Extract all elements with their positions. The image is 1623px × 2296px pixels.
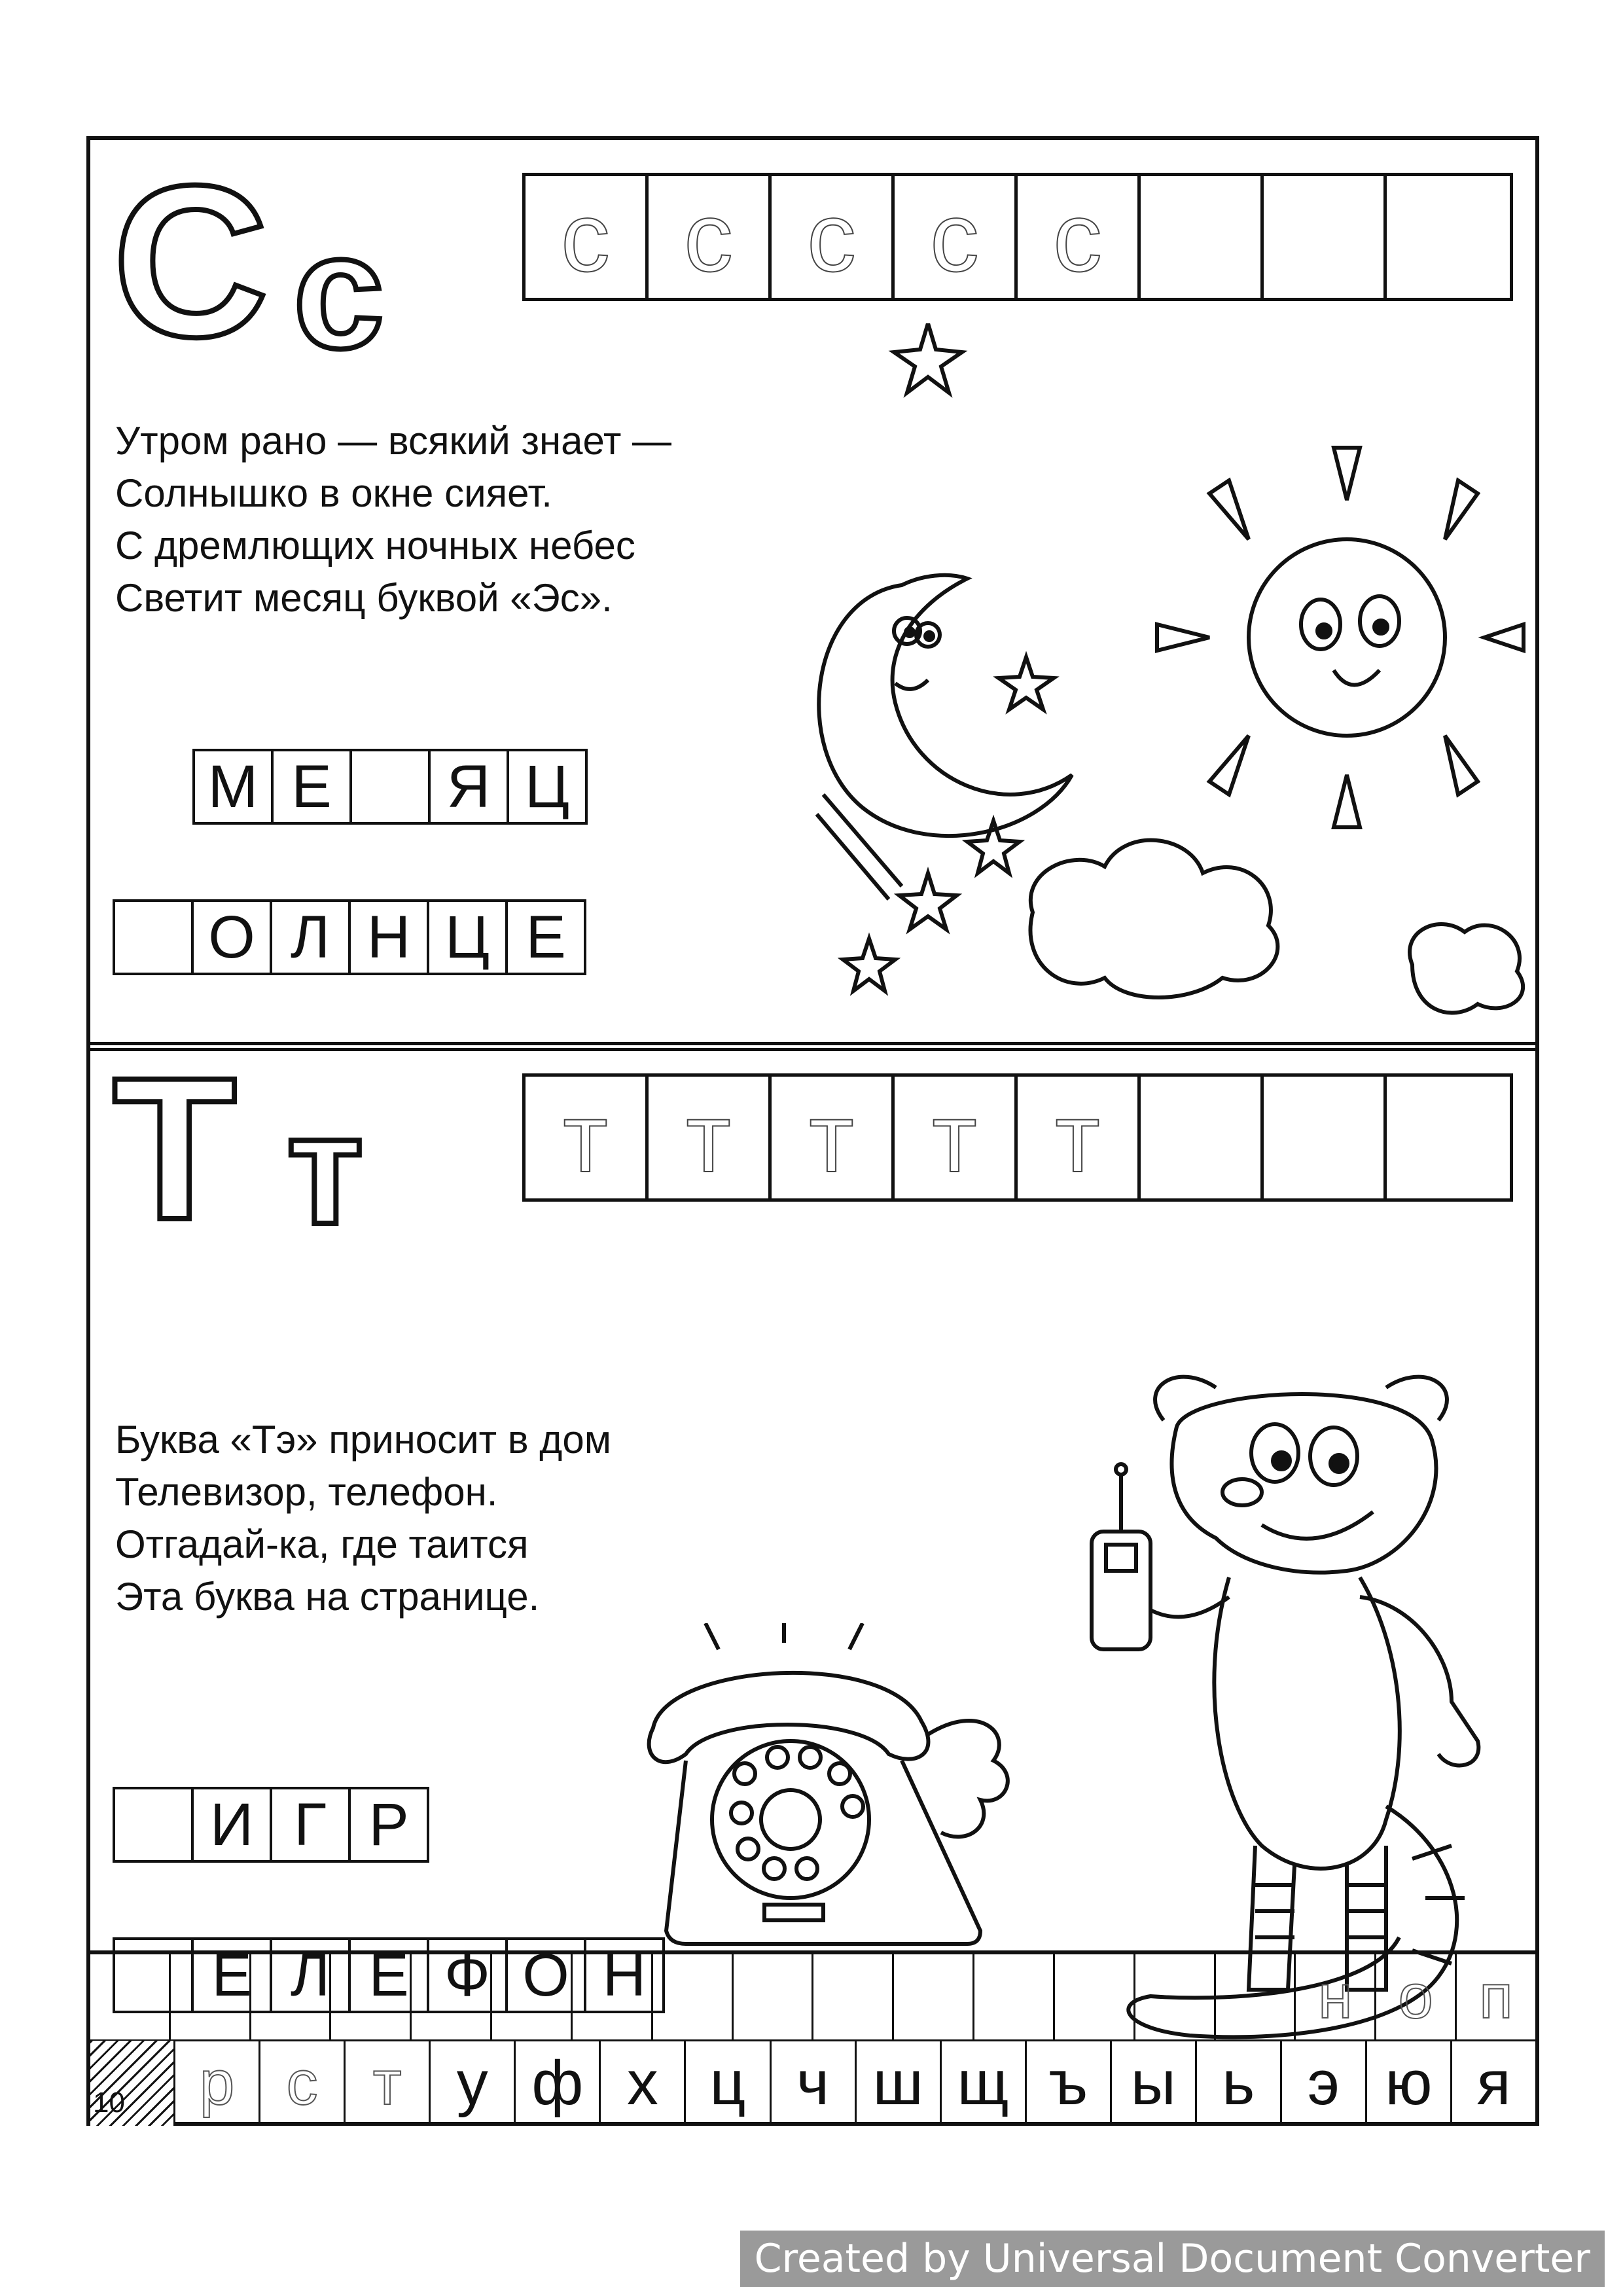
letter-cell: Ц bbox=[507, 749, 588, 825]
letter-cell-blank[interactable] bbox=[349, 749, 431, 825]
poem-t bbox=[115, 1414, 611, 1623]
letter-cell: М bbox=[192, 749, 274, 825]
poem-s bbox=[115, 415, 671, 624]
alphabet-cell: я bbox=[1476, 2048, 1511, 2118]
big-letter-lower-t: т bbox=[287, 1081, 364, 1257]
alphabet-cell: х bbox=[601, 2041, 686, 2126]
alphabet-cell: н bbox=[1296, 1954, 1376, 2039]
trace-cell[interactable] bbox=[1264, 1077, 1387, 1198]
letter-cell: О bbox=[505, 1937, 586, 2013]
page-frame bbox=[86, 136, 1539, 2126]
alphabet-cell bbox=[653, 1954, 734, 2039]
alphabet-row-top bbox=[90, 1954, 1535, 2041]
alphabet-cell bbox=[331, 1954, 412, 2039]
converter-watermark: Created by Universal Document Converter bbox=[740, 2231, 1605, 2287]
letter-cell: Р bbox=[348, 1787, 429, 1863]
word-row-mesyats bbox=[195, 749, 588, 825]
letter-cell-blank[interactable] bbox=[113, 1787, 194, 1863]
alphabet-cell: ш bbox=[857, 2041, 942, 2126]
alphabet-cell: р bbox=[175, 2041, 260, 2126]
big-letter-upper-s: С bbox=[113, 140, 269, 382]
trace-cell[interactable] bbox=[1141, 1077, 1264, 1198]
letter-cell: Ц bbox=[427, 899, 508, 975]
trace-cell[interactable]: т bbox=[526, 1077, 649, 1198]
letter-cell: Е bbox=[505, 899, 586, 975]
letter-cell: Е bbox=[271, 749, 352, 825]
letter-cell: Н bbox=[348, 899, 429, 975]
letter-cell: Ф bbox=[427, 1937, 508, 2013]
alphabet-cell bbox=[412, 1954, 492, 2039]
letter-cell: Н bbox=[584, 1937, 665, 2013]
section-letter-t bbox=[90, 1035, 1535, 2009]
section-letter-s bbox=[90, 140, 1535, 1043]
poem-line: Утром рано — всякий знает — bbox=[115, 419, 672, 463]
trace-cell[interactable]: т bbox=[649, 1077, 772, 1198]
alphabet-cell: ю bbox=[1367, 2041, 1452, 2126]
trace-cell[interactable]: т bbox=[1018, 1077, 1141, 1198]
alphabet-cell bbox=[894, 1954, 974, 2039]
alphabet-cell: ф bbox=[516, 2041, 601, 2126]
letter-cell: И bbox=[191, 1787, 272, 1863]
big-letter-upper-t: Т bbox=[113, 1035, 237, 1262]
page-number: 10 bbox=[93, 2087, 125, 2119]
letter-cell: Г bbox=[270, 1787, 351, 1863]
alphabet-cell bbox=[573, 1954, 653, 2039]
trace-row-t[interactable] bbox=[522, 1073, 1513, 1202]
word-row-tigr bbox=[115, 1787, 429, 1863]
alphabet-strip bbox=[90, 1950, 1535, 2126]
letter-cell: Л bbox=[270, 899, 351, 975]
alphabet-row-bottom bbox=[90, 2041, 1535, 2126]
trace-row-s[interactable] bbox=[522, 173, 1513, 301]
alphabet-cell: щ bbox=[942, 2041, 1027, 2126]
alphabet-cell bbox=[974, 1954, 1055, 2039]
poem-line: С дремлющих ночных небес bbox=[115, 524, 635, 567]
letter-cell: О bbox=[191, 899, 272, 975]
big-letter-lower-s: с bbox=[293, 200, 385, 382]
alphabet-cell bbox=[90, 1954, 171, 2039]
alphabet-cell bbox=[734, 1954, 814, 2039]
alphabet-cell: п bbox=[1479, 1962, 1513, 2032]
alphabet-cell bbox=[1055, 1954, 1135, 2039]
letter-cell: Е bbox=[348, 1937, 429, 2013]
trace-cell[interactable] bbox=[1387, 1077, 1510, 1198]
trace-cell[interactable] bbox=[1387, 176, 1510, 298]
alphabet-cell: ц bbox=[686, 2041, 771, 2126]
alphabet-cell bbox=[813, 1954, 894, 2039]
alphabet-cell: ч bbox=[772, 2041, 857, 2126]
alphabet-cell: о bbox=[1376, 1954, 1457, 2039]
trace-cell[interactable]: с bbox=[895, 176, 1018, 298]
trace-cell[interactable]: с bbox=[649, 176, 772, 298]
trace-cell[interactable] bbox=[1264, 176, 1387, 298]
alphabet-cell bbox=[1135, 1954, 1216, 2039]
poem-line: Буква «Тэ» приносит в дом bbox=[115, 1418, 611, 1462]
alphabet-cell: ы bbox=[1112, 2041, 1197, 2126]
alphabet-cell: э bbox=[1282, 2041, 1367, 2126]
word-row-solntse bbox=[115, 899, 586, 975]
letter-cell: Е bbox=[191, 1937, 272, 2013]
alphabet-cell bbox=[1216, 1954, 1296, 2039]
alphabet-cell: с bbox=[260, 2041, 346, 2126]
poem-line: Отгадай-ка, где таится bbox=[115, 1522, 529, 1566]
alphabet-cell bbox=[492, 1954, 573, 2039]
alphabet-cell bbox=[171, 1954, 251, 2039]
trace-cell[interactable]: с bbox=[526, 176, 649, 298]
alphabet-cell: ь bbox=[1197, 2041, 1282, 2126]
alphabet-cell: т bbox=[346, 2041, 431, 2126]
trace-cell[interactable]: т bbox=[895, 1077, 1018, 1198]
trace-cell[interactable]: с bbox=[1018, 176, 1141, 298]
sun-illustration bbox=[993, 441, 1530, 1030]
letter-cell: Я bbox=[428, 749, 509, 825]
letter-cell: Л bbox=[270, 1937, 351, 2013]
poem-line: Светит месяц буквой «Эс». bbox=[115, 576, 613, 620]
alphabet-cell: у bbox=[431, 2041, 516, 2126]
poem-line: Солнышко в окне сияет. bbox=[115, 471, 552, 515]
poem-line: Телевизор, телефон. bbox=[115, 1470, 498, 1514]
trace-cell[interactable]: с bbox=[772, 176, 895, 298]
trace-cell[interactable]: т bbox=[772, 1077, 895, 1198]
trace-cell[interactable] bbox=[1141, 176, 1264, 298]
letter-cell-blank[interactable] bbox=[113, 899, 194, 975]
alphabet-cell: ъ bbox=[1027, 2041, 1112, 2126]
alphabet-cell bbox=[251, 1954, 332, 2039]
poem-line: Эта буква на странице. bbox=[115, 1575, 540, 1619]
